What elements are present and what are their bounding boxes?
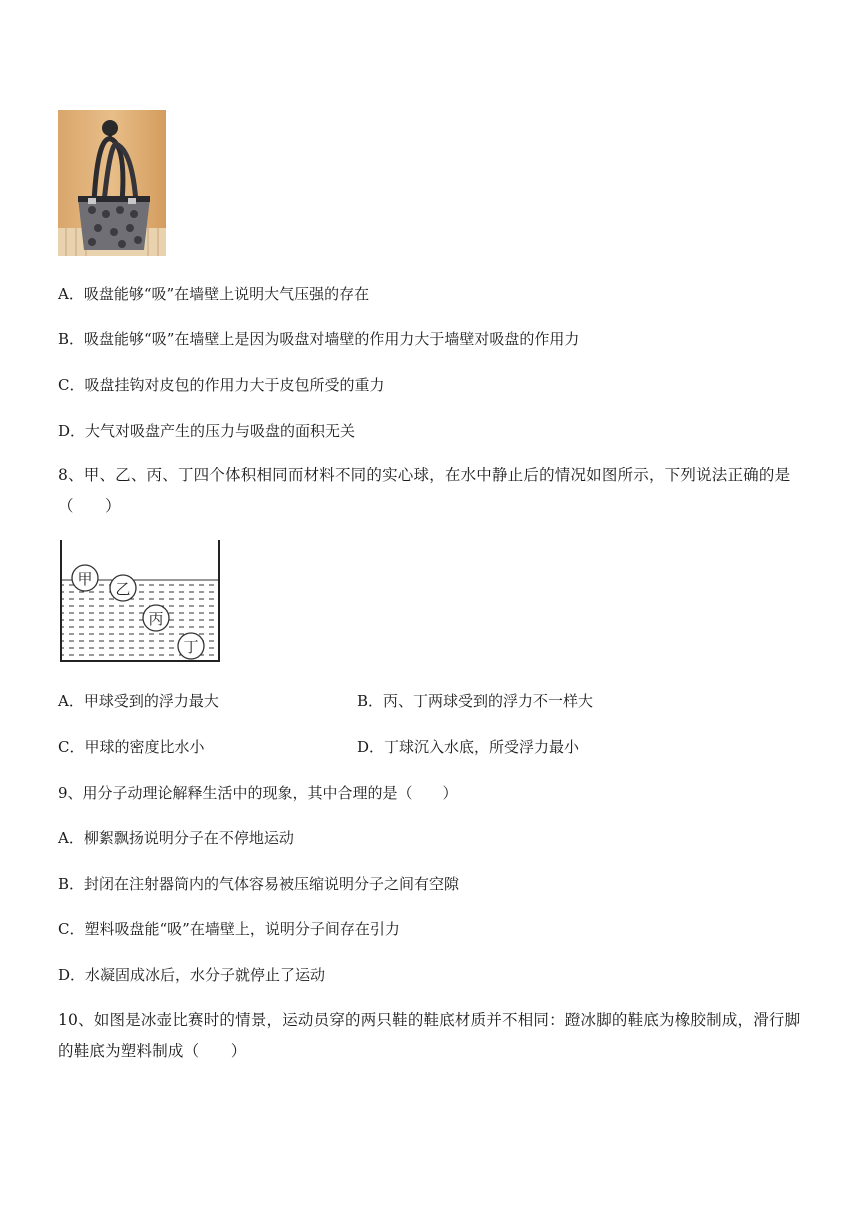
svg-text:甲: 甲 (77, 570, 93, 588)
q8-option-a: A．甲球受到的浮力最大 (58, 692, 219, 710)
q7-option-a: A．吸盘能够“吸”在墙壁上说明大气压强的存在 (58, 285, 370, 303)
ball-jia (72, 565, 98, 591)
ball-bing (143, 605, 169, 631)
ball-ding (178, 633, 204, 659)
svg-text:丁: 丁 (183, 638, 199, 656)
q9-option-c: C．塑料吸盘能“吸”在墙壁上，说明分子间存在引力 (58, 920, 400, 938)
q9-option-b: B．封闭在注射器筒内的气体容易被压缩说明分子之间有空隙 (58, 875, 460, 893)
ball-yi (110, 575, 136, 601)
suction-hook-handbag-photo (58, 110, 166, 256)
water-tank-diagram (58, 540, 222, 664)
q8-option-d: D．丁球沉入水底，所受浮力最小 (357, 738, 580, 756)
q7-option-b: B．吸盘能够“吸”在墙壁上是因为吸盘对墙壁的作用力大于墙壁对吸盘的作用力 (58, 330, 580, 348)
q8-option-b: B．丙、丁两球受到的浮力不一样大 (357, 692, 594, 710)
q9-stem: 9、用分子动理论解释生活中的现象，其中合理的是（ ） (58, 784, 458, 802)
q9-option-a: A．柳絮飘扬说明分子在不停地运动 (58, 829, 294, 847)
q7-option-c: C．吸盘挂钩对皮包的作用力大于皮包所受的重力 (58, 376, 385, 394)
q10-stem: 10、如图是冰壶比赛时的情景，运动员穿的两只鞋的鞋底材质并不相同：蹬冰脚的鞋底为橡胶制成，滑行脚的鞋底为塑料制成（ ） (58, 1011, 801, 1060)
q8-option-c: C．甲球的密度比水小 (58, 738, 205, 756)
svg-text:丙: 丙 (148, 610, 164, 628)
svg-text:乙: 乙 (115, 580, 131, 598)
q7-option-d: D．大气对吸盘产生的压力与吸盘的面积无关 (58, 422, 356, 440)
q9-option-d: D．水凝固成冰后，水分子就停止了运动 (58, 966, 326, 984)
q8-stem: 8、甲、乙、丙、丁四个体积相同而材料不同的实心球，在水中静止后的情况如图所示，下列说法正确的是（ ） (58, 466, 791, 515)
